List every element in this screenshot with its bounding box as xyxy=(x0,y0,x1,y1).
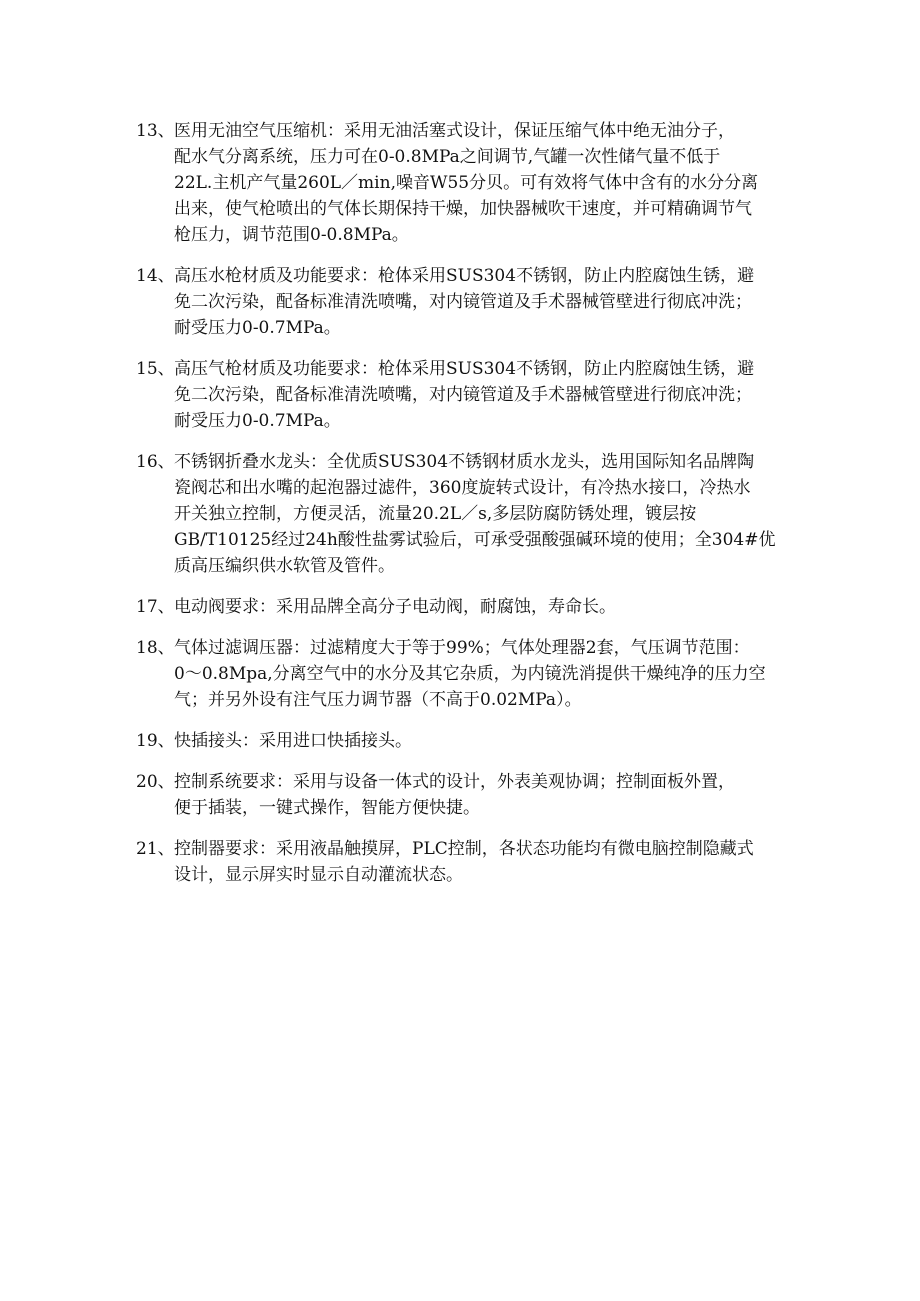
list-item-16 xyxy=(136,449,816,579)
text-line: 免二次污染，配备标准清洗喷嘴，对内镜管道及手术器械管壁进行彻底冲洗； xyxy=(174,385,752,405)
list-item-13 xyxy=(136,118,816,248)
list-item-18 xyxy=(136,635,816,713)
text-line: 开关独立控制，方便灵活，流量20.2L／s,多层防腐防锈处理，镀层按 xyxy=(174,504,697,524)
item-number: 17、 xyxy=(136,597,175,617)
text-line: 不锈钢折叠水龙头：全优质SUS304不锈钢材质水龙头，选用国际知名品牌陶 xyxy=(174,452,755,472)
text-line: 耐受压力0-0.7MPa。 xyxy=(174,318,341,338)
text-line: 耐受压力0-0.7MPa。 xyxy=(174,411,341,431)
text-line: 医用无油空气压缩机：采用无油活塞式设计，保证压缩气体中绝无油分子， xyxy=(174,121,735,141)
text-line: 气体过滤调压器：过滤精度大于等于99%；气体处理器2套，气压调节范围： xyxy=(174,638,750,658)
text-line: 高压气枪材质及功能要求：枪体采用SUS304不锈钢，防止内腔腐蚀生锈，避 xyxy=(174,359,755,379)
text-line: 枪压力，调节范围0-0.8MPa。 xyxy=(174,225,409,245)
text-line: 出来，使气枪喷出的气体长期保持干燥，加快器械吹干速度，并可精确调节气 xyxy=(174,199,752,219)
item-number: 20、 xyxy=(136,772,175,792)
text-line: 气；并另外设有注气压力调节器（不高于0.02MPa）。 xyxy=(174,690,582,710)
text-line: 配水气分离系统，压力可在0-0.8MPa之间调节,气罐一次性储气量不低于 xyxy=(174,147,721,167)
text-line: 瓷阀芯和出水嘴的起泡器过滤件，360度旋转式设计，有冷热水接口，冷热水 xyxy=(174,478,751,498)
item-text xyxy=(174,594,816,620)
text-line: 22L.主机产气量260L／min,噪音W55分贝。可有效将气体中含有的水分分离 xyxy=(174,173,759,193)
text-line: 0～0.8Mpa,分离空气中的水分及其它杂质，为内镜洗消提供干燥纯净的压力空 xyxy=(174,664,766,684)
list-item-21 xyxy=(136,836,816,888)
item-text xyxy=(174,263,816,341)
text-line: 便于插装，一键式操作，智能方便快捷。 xyxy=(174,798,480,818)
list-item-20 xyxy=(136,769,816,821)
item-text xyxy=(174,635,816,713)
item-text xyxy=(174,728,816,754)
item-text xyxy=(174,356,816,434)
requirements-list xyxy=(136,118,816,903)
item-number: 14、 xyxy=(136,266,175,286)
item-text xyxy=(174,836,816,888)
list-item-14 xyxy=(136,263,816,341)
item-number: 19、 xyxy=(136,731,175,751)
text-line: GB/T10125经过24h酸性盐雾试验后，可承受强酸强碱环境的使用；全304#优 xyxy=(174,530,776,550)
text-line: 控制器要求：采用液晶触摸屏，PLC控制，各状态功能均有微电脑控制隐藏式 xyxy=(174,839,754,859)
item-number: 16、 xyxy=(136,452,175,472)
text-line: 免二次污染，配备标准清洗喷嘴，对内镜管道及手术器械管壁进行彻底冲洗； xyxy=(174,292,752,312)
text-line: 质高压编织供水软管及管件。 xyxy=(174,556,395,576)
item-number: 13、 xyxy=(136,121,175,141)
item-text xyxy=(174,118,816,248)
list-item-19 xyxy=(136,728,816,754)
item-number: 15、 xyxy=(136,359,175,379)
list-item-17 xyxy=(136,594,816,620)
text-line: 电动阀要求：采用品牌全高分子电动阀，耐腐蚀，寿命长。 xyxy=(174,597,616,617)
item-text xyxy=(174,449,816,579)
list-item-15 xyxy=(136,356,816,434)
item-text xyxy=(174,769,816,821)
item-number: 21、 xyxy=(136,839,175,859)
item-number: 18、 xyxy=(136,638,175,658)
text-line: 控制系统要求：采用与设备一体式的设计，外表美观协调；控制面板外置， xyxy=(174,772,735,792)
text-line: 快插接头：采用进口快插接头。 xyxy=(174,731,412,751)
text-line: 高压水枪材质及功能要求：枪体采用SUS304不锈钢，防止内腔腐蚀生锈，避 xyxy=(174,266,755,286)
text-line: 设计，显示屏实时显示自动灌流状态。 xyxy=(174,865,463,885)
